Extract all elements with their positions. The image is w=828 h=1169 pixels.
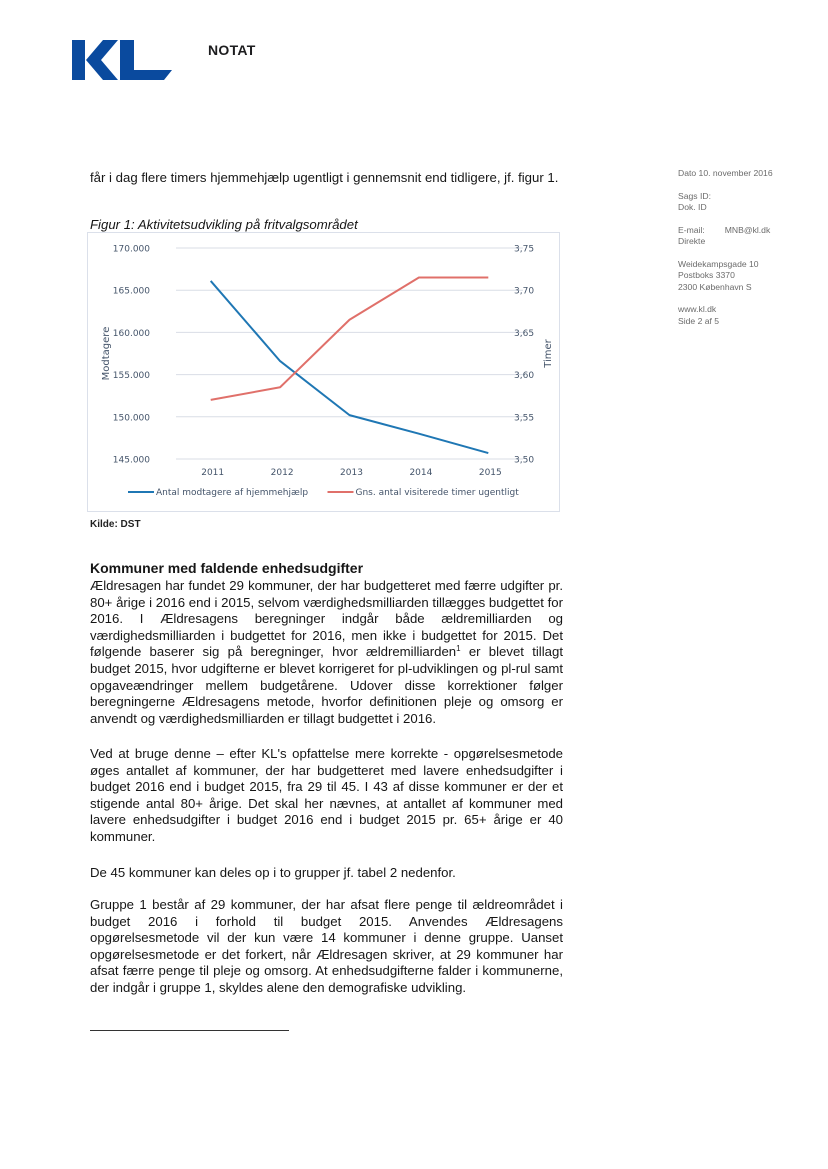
figure-caption: Figur 1: Aktivitetsudvikling på fritvalgsområdet bbox=[90, 217, 358, 232]
y2-axis-tick: 3,65 bbox=[514, 328, 535, 339]
sags-id-label: Sags ID: bbox=[678, 190, 711, 201]
y-axis-tick: 155.000 bbox=[112, 371, 150, 382]
website-link[interactable]: www.kl.dk bbox=[678, 304, 717, 314]
y-axis-title: Modtagere bbox=[101, 326, 112, 381]
y2-axis-tick: 3,50 bbox=[514, 455, 535, 466]
kl-logo bbox=[72, 40, 172, 80]
chart-canvas bbox=[88, 233, 561, 513]
footnote-separator bbox=[90, 1030, 289, 1031]
x-axis-tick: 2015 bbox=[478, 468, 502, 478]
address-line-1: Weidekampsgade 10 bbox=[678, 258, 759, 269]
x-axis-tick: 2014 bbox=[409, 468, 433, 478]
footnote-ref-1[interactable]: 1 bbox=[456, 644, 461, 654]
y2-axis-tick: 3,60 bbox=[514, 371, 535, 382]
para1-text-a: Ældresagen har fundet 29 kommuner, der har budgetteret med færre udgifter pr. 80+ årige i 2016 end i 2015, selvom værdighedsmilliarden tillægges budgettet for 2016. I Ældresagens beregninger indgår både ældremilliarden og værdighedsmilliarden i budgettet for 2016, men ikke i budgettet for 2015. Det følgende baserer sig på beregninger, hvor ældremilliarden bbox=[90, 578, 563, 660]
y-axis-tick: 170.000 bbox=[112, 244, 150, 255]
direkte-label: Direkte bbox=[678, 236, 706, 246]
page-number: Side 2 af 5 bbox=[678, 315, 720, 326]
y-axis-tick: 150.000 bbox=[112, 413, 150, 424]
series-line bbox=[211, 281, 489, 453]
kl-logo-icon bbox=[72, 40, 172, 80]
y-axis-tick: 165.000 bbox=[112, 286, 150, 297]
intro-text: får i dag flere timers hjemmehjælp ugentligt i gennemsnit end tidligere, jf. figur 1. bbox=[90, 170, 559, 185]
section-paragraph-2 bbox=[90, 746, 563, 846]
para3-text: De 45 kommuner kan deles op i to grupper jf. tabel 2 nedenfor. bbox=[90, 865, 456, 880]
date-value: 10. november 2016 bbox=[698, 168, 773, 178]
address-line-3: 2300 København S bbox=[678, 281, 752, 292]
para2-text: Ved at bruge denne – efter KL's opfattelse mere korrekte - opgørelsesmetode øges antallet af kommuner, der har budgetteret med lavere enhedsudgifter i budget 2016 end i budget 2015, fra 29 til 45. I 43 af disse kommuner er der et stigende antal 80+ årige. Det skal her nævnes, at antallet af kommuner med lavere enhedsudgifter i budget 2016 end i budget 2015 pr. 65+ årige er 40 kommuner. bbox=[90, 746, 563, 844]
email-link[interactable]: MNB@kl.dk bbox=[724, 224, 771, 235]
figure-source: Kilde: DST bbox=[90, 519, 141, 530]
y-axis-tick: 145.000 bbox=[112, 455, 150, 466]
x-axis-tick: 2011 bbox=[201, 468, 225, 478]
legend-label: Gns. antal visiterede timer ugentligt bbox=[355, 488, 519, 498]
email-label: E-mail: bbox=[678, 224, 705, 235]
date-row bbox=[678, 168, 773, 180]
document-metadata bbox=[678, 168, 773, 338]
x-axis-tick: 2013 bbox=[340, 468, 363, 478]
y2-axis-tick: 3,75 bbox=[514, 244, 535, 255]
y-axis-tick: 160.000 bbox=[112, 328, 150, 339]
intro-paragraph bbox=[90, 170, 563, 187]
email-row bbox=[678, 225, 773, 237]
y2-axis-title: Timer bbox=[543, 339, 554, 368]
para1-text-b: er blevet tillagt budget 2015, hvor udgifterne er blevet korrigeret for pl-udviklingen og pl-rul samt opgaveændringer mellem budgetårene. Udover disse korrektioner følger beregningerne Ældresagens metode, hvorfor definitionen pleje og omsorg er anvendt og værdighedsmilliarden er tillagt budgettet i 2016. bbox=[90, 644, 563, 726]
line-chart bbox=[87, 232, 560, 512]
dok-id-label: Dok. ID bbox=[678, 202, 707, 212]
series-line bbox=[211, 278, 489, 400]
date-label: Dato bbox=[678, 168, 697, 178]
section-paragraph-3 bbox=[90, 865, 563, 882]
section-heading: Kommuner med faldende enhedsudgifter bbox=[90, 560, 364, 576]
legend-label: Antal modtagere af hjemmehjælp bbox=[156, 488, 309, 498]
document-type-label: NOTAT bbox=[208, 42, 256, 58]
y2-axis-tick: 3,55 bbox=[514, 413, 535, 424]
y2-axis-tick: 3,70 bbox=[514, 286, 535, 297]
section-paragraph-4 bbox=[90, 897, 563, 997]
para4-text: Gruppe 1 består af 29 kommuner, der har afsat flere penge til ældreområdet i budget 2016 i forhold til budget 2015. Anvendes Ældresagens opgørelsesmetode vil der kun være 14 kommuner i denne gruppe. Uanset opgørelsesmetode er det forkert, når Ældresagen skriver, at 29 kommuner har afsat færre penge til pleje og omsorg. At enhedsudgifterne falder i kommunerne, der indgår i gruppe 1, skyldes alene den demografiske udvikling. bbox=[90, 897, 563, 995]
x-axis-tick: 2012 bbox=[270, 468, 294, 478]
address-line-2: Postboks 3370 bbox=[678, 270, 735, 280]
section-paragraph-1 bbox=[90, 578, 563, 727]
